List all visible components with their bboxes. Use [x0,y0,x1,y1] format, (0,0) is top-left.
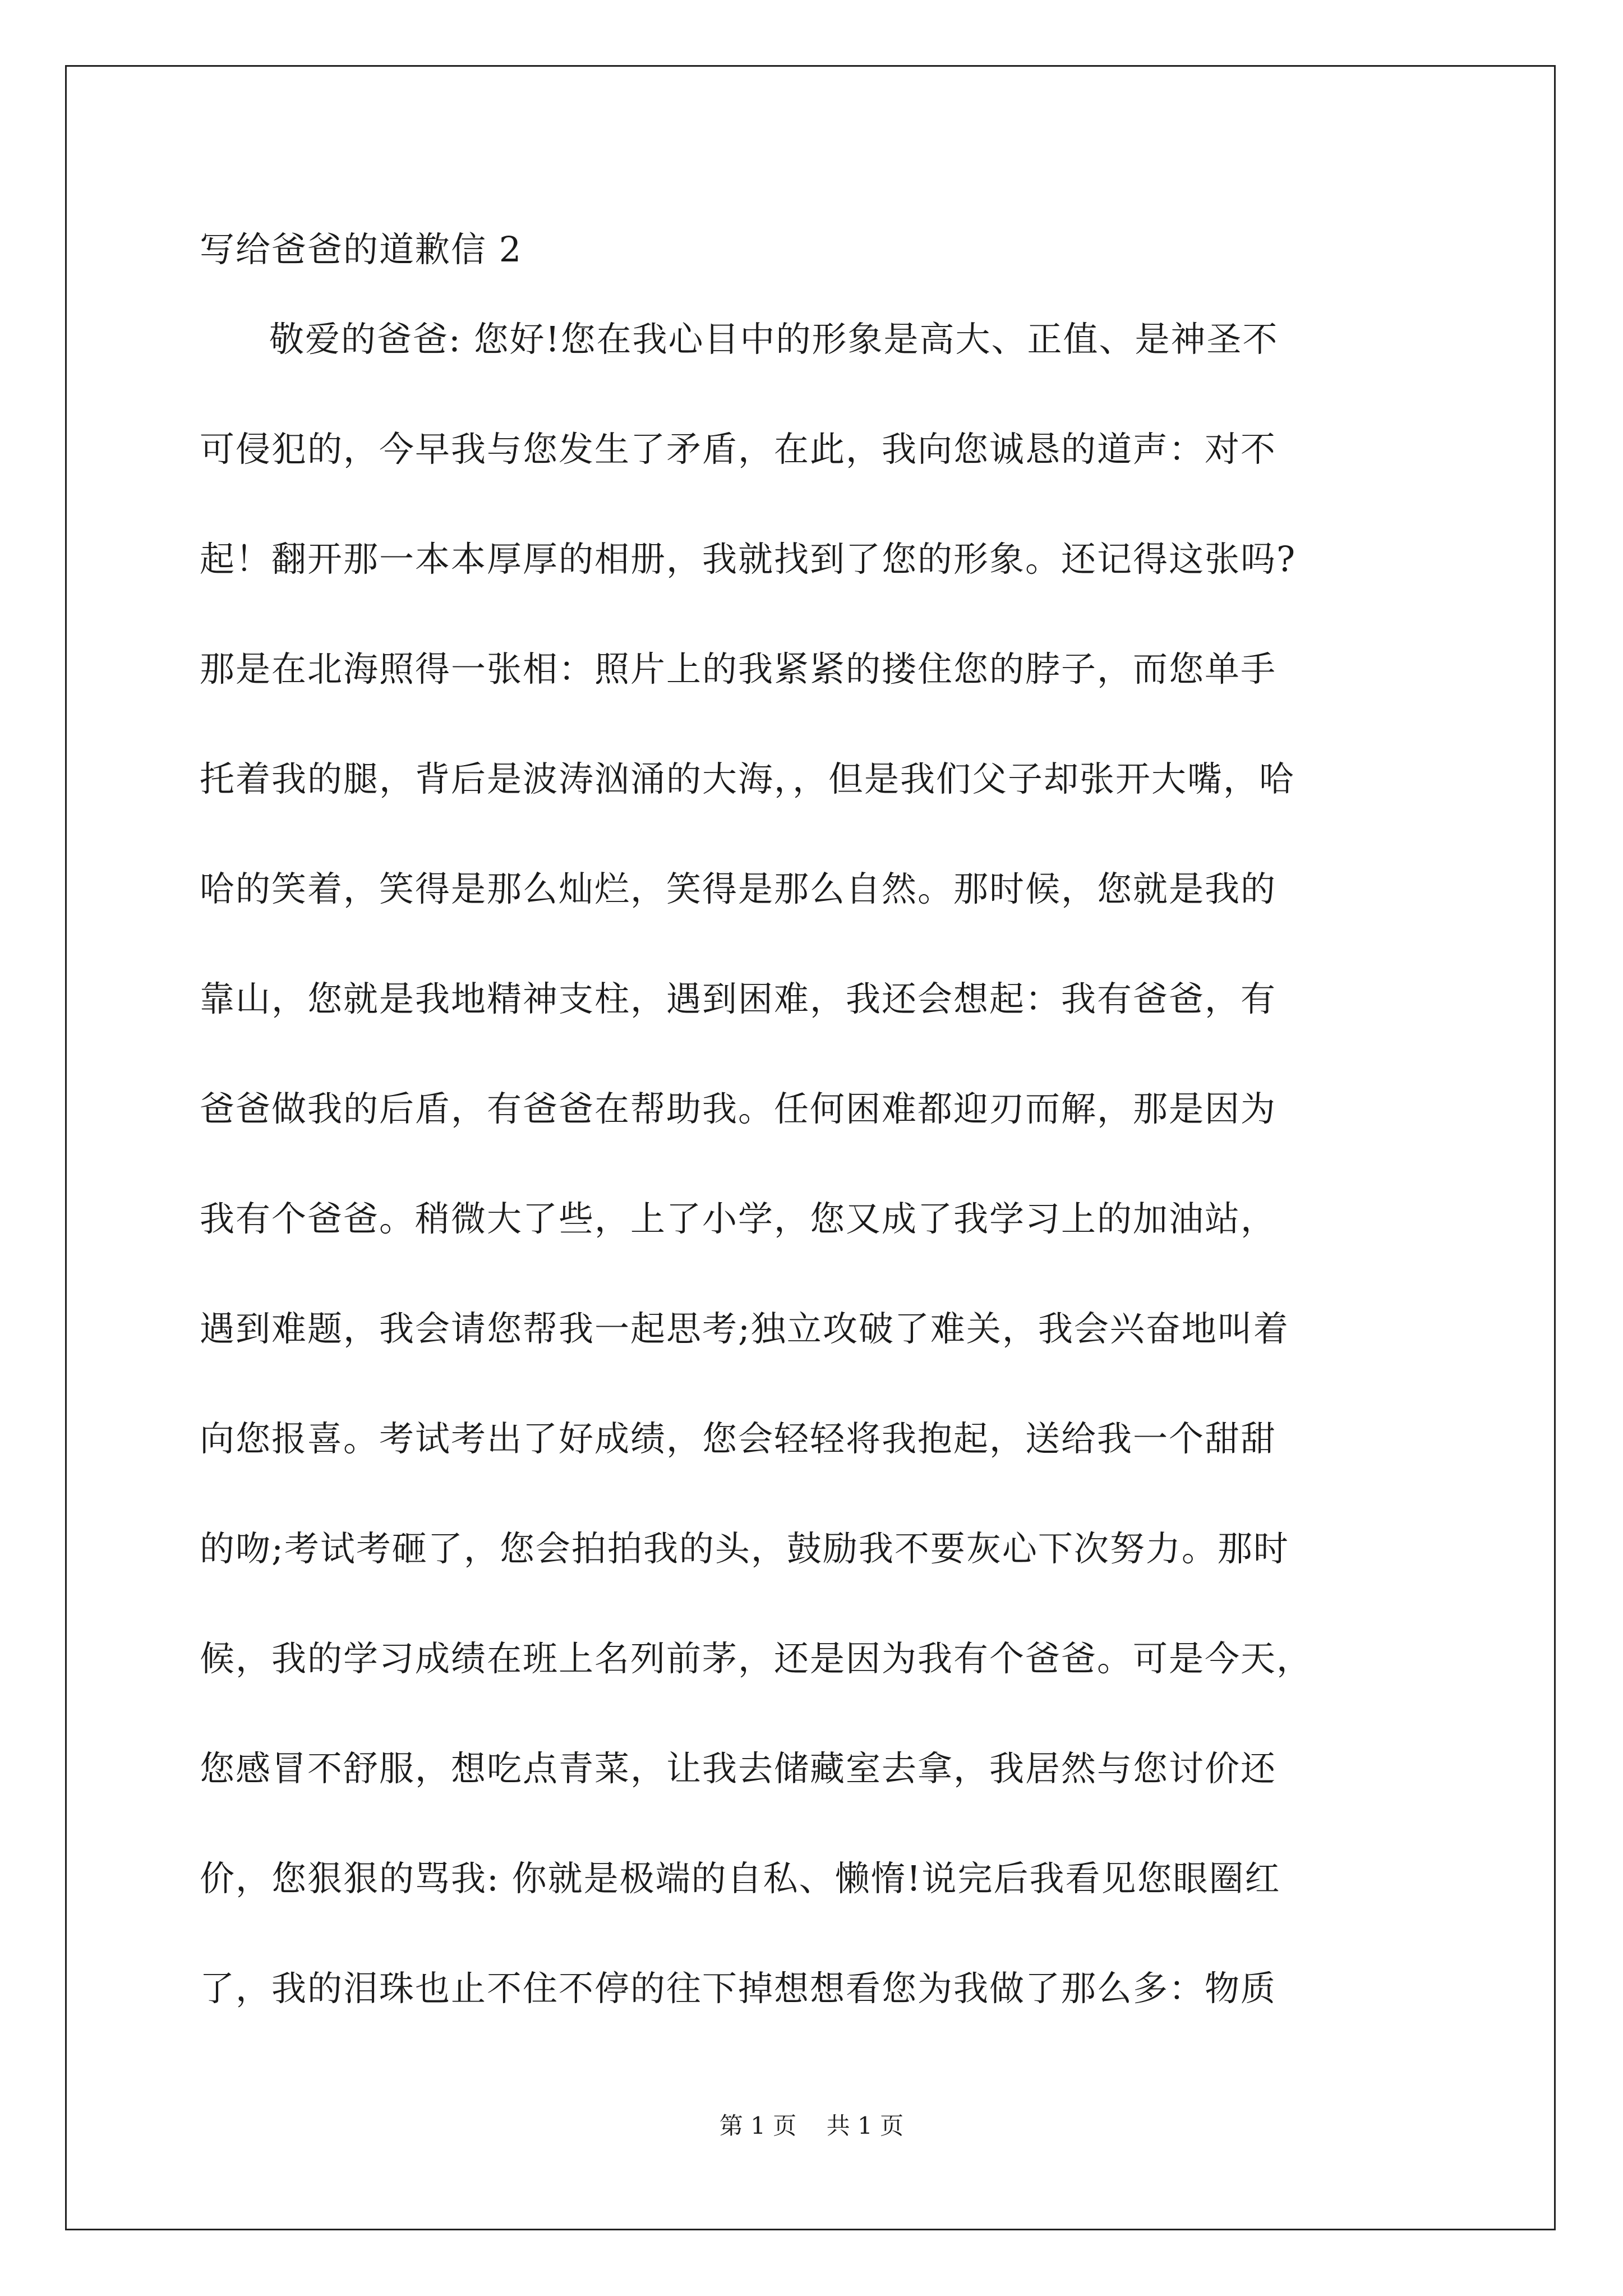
body-line: 哈的笑着，笑得是那么灿烂，笑得是那么自然。那时候，您就是我的 [200,868,1277,909]
document-body [200,314,1461,2073]
body-line: 起！翻开那一本本厚厚的相册，我就找到了您的形象。还记得这张吗? [200,539,1297,579]
body-line: 价，您狠狠的骂我: 你就是极端的自私、懒惰!说完后我看见您眼圈红 [200,1858,1281,1899]
body-line: 那是在北海照得一张相：照片上的我紧紧的搂住您的脖子，而您单手 [200,648,1277,689]
body-line: 您感冒不舒服，想吃点青菜，让我去储藏室去拿，我居然与您讨价还 [200,1748,1277,1789]
body-line: 爸爸做我的后盾，有爸爸在帮助我。任何困难都迎刃而解，那是因为 [200,1088,1277,1129]
body-line: 靠山，您就是我地精神支柱，遇到困难，我还会想起：我有爸爸，有 [200,978,1277,1019]
document-title: 写给爸爸的道歉信 2 [200,229,523,270]
body-line: 敬爱的爸爸: 您好!您在我心目中的形象是高大、正值、是神圣不 [269,319,1279,360]
body-line: 了，我的泪珠也止不住不停的往下掉想想看您为我做了那么多：物质 [200,1968,1277,2009]
body-line: 向您报喜。考试考出了好成绩，您会轻轻将我抱起，送给我一个甜甜 [200,1418,1277,1459]
page-number: 第 1 页 [719,2112,797,2139]
page-footer [0,2109,1623,2143]
body-line: 候，我的学习成绩在班上名列前茅，还是因为我有个爸爸。可是今天， [200,1638,1313,1679]
body-line: 可侵犯的，今早我与您发生了矛盾，在此，我向您诚恳的道声：对不 [200,429,1277,470]
page-total: 共 1 页 [826,2112,904,2139]
body-line: 的吻;考试考砸了，您会拍拍我的头，鼓励我不要灰心下次努力。那时 [200,1528,1289,1569]
body-line: 托着我的腿，背后是波涛汹涌的大海，，但是我们父子却张开大嘴，哈 [200,758,1295,799]
body-line: 遇到难题，我会请您帮我一起思考;独立攻破了难关，我会兴奋地叫着 [200,1308,1289,1349]
body-line: 我有个爸爸。稍微大了些，上了小学，您又成了我学习上的加油站， [200,1198,1277,1239]
